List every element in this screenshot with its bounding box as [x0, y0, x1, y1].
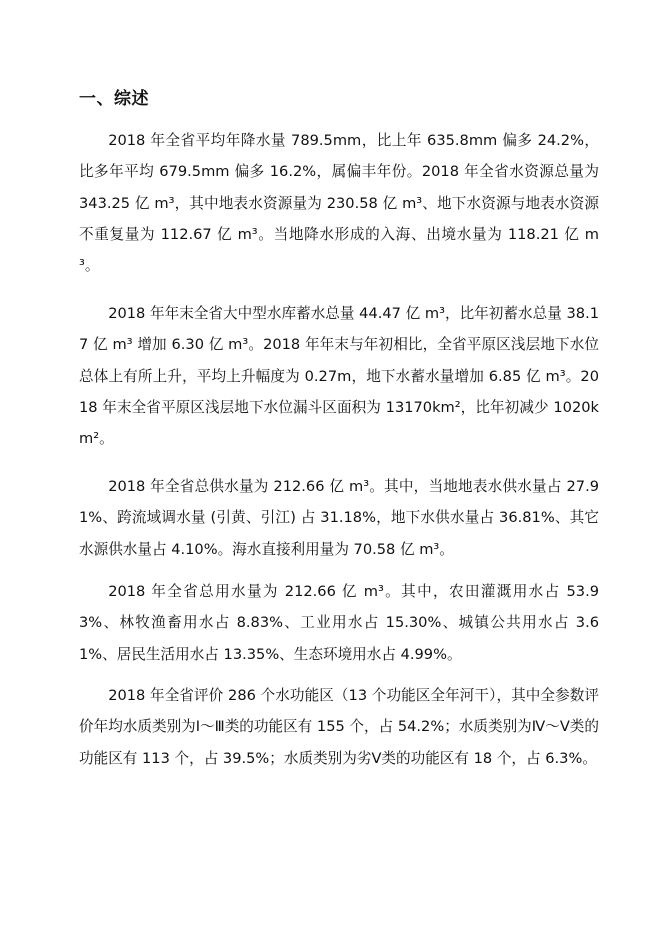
paragraph-precipitation-water-resources: 2018 年全省平均年降水量 789.5mm，比上年 635.8mm 偏多 24.2%，比多年平均 679.5mm 偏多 16.2%，属偏丰年份。2018 年全省水资源总量为 343.25 亿 m³，其中地表水资源量为 230.58 亿 m³、地下水资源与地表水资源不重复量为 112.67 亿 m³。当地降水形成的入海、出境水量为 118.21 亿 m³。 — [79, 132, 599, 275]
paragraph-water-function-zones: 2018 年全省评价 286 个水功能区（13 个功能区全年河干），其中全参数评价年均水质类别为Ⅰ～Ⅲ类的功能区有 155 个，占 54.2%；水质类别为Ⅳ～Ⅴ类的功能区有 113 个，占 39.5%；水质类别为劣Ⅴ类的功能区有 18 个，占 6.3%。 — [79, 687, 599, 767]
paragraph-water-use: 2018 年全省总用水量为 212.66 亿 m³。其中，农田灌溉用水占 53.93%、林牧渔畜用水占 8.83%、工业用水占 15.30%、城镇公共用水占 3.61%、居民生活用水占 13.35%、生态环境用水占 4.99%。 — [79, 583, 599, 663]
paragraph-reservoir-groundwater-storage: 2018 年年末全省大中型水库蓄水总量 44.47 亿 m³，比年初蓄水总量 38.17 亿 m³ 增加 6.30 亿 m³。2018 年年末与年初相比，全省平原区浅层地下水位总体上有所上升，平均上升幅度为 0.27m，地下水蓄水量增加 6.85 亿 m³。2018 年末全省平原区浅层地下水位漏斗区面积为 13170km²，比年初减少 1020km²。 — [79, 305, 599, 448]
section-heading: 一、综述 — [79, 89, 149, 109]
paragraph-water-supply: 2018 年全省总供水量为 212.66 亿 m³。其中，当地地表水供水量占 27.91%、跨流域调水量 (引黄、引江) 占 31.18%，地下水供水量占 36.81%、其它水源供水量占 4.10%。海水直接利用量为 70.58 亿 m³。 — [79, 478, 599, 558]
